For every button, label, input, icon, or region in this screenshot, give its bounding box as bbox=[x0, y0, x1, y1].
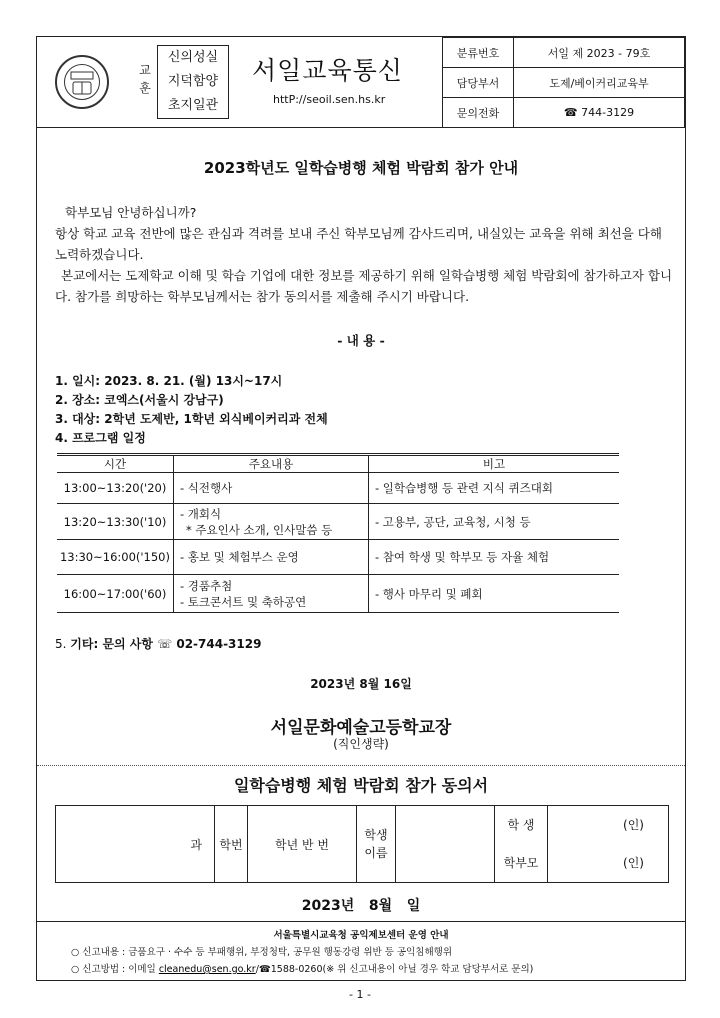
meta-value: 서일 제 2023 - 79호 bbox=[514, 38, 685, 68]
schedule-content bbox=[174, 473, 369, 504]
student-label: 학 생 bbox=[507, 818, 535, 832]
student-no-label: 학번 bbox=[215, 806, 248, 883]
meta-value: 도제/베이커리교육부 bbox=[514, 68, 685, 98]
principal-name: 서일문화예술고등학교장 bbox=[270, 718, 452, 738]
content-line: - 토크콘서트 및 축하공연 bbox=[180, 594, 307, 609]
item-etc-number: 5. bbox=[55, 637, 67, 651]
parent-seal[interactable]: (인) bbox=[623, 856, 644, 870]
schedule-note: - 행사 마무리 및 폐회 bbox=[369, 575, 620, 613]
meta-value: ☎ 744-3129 bbox=[514, 98, 685, 128]
page-number: - 1 - bbox=[349, 988, 371, 1001]
table-row bbox=[57, 540, 619, 575]
item-program: 4. 프로그램 일정 bbox=[55, 431, 146, 445]
document-frame bbox=[36, 36, 686, 981]
footer-report-content: ○ 신고내용 : 금품요구 · 수수 등 부패행위, 부정청탁, 공무원 행동강령 위반 등 공익침해행위 bbox=[71, 947, 453, 958]
meta-label: 담당부서 bbox=[443, 68, 514, 98]
motto-line: 지덕함양 bbox=[167, 74, 219, 89]
table-row bbox=[57, 504, 619, 540]
schedule-time: 13:30~16:00('150) bbox=[57, 540, 174, 575]
schedule-header: 비고 bbox=[369, 455, 620, 473]
seal-note: (직인생략) bbox=[333, 737, 389, 751]
newsletter-title: 서일교육통신 bbox=[252, 56, 403, 85]
consent-form-table bbox=[55, 805, 669, 883]
footer-email-link[interactable]: cleanedu@sen.go.kr bbox=[158, 964, 256, 975]
content-line: - 식전행사 bbox=[180, 481, 233, 495]
school-url: httP://seoil.sen.hs.kr bbox=[273, 93, 386, 106]
schedule-table bbox=[57, 453, 619, 613]
signature-fields[interactable] bbox=[548, 806, 669, 883]
document-title: 2023학년도 일학습병행 체험 박람회 참가 안내 bbox=[203, 159, 519, 177]
footer-method-prefix: ○ 신고방법 : 이메일 bbox=[71, 964, 159, 975]
schedule-time: 16:00~17:00('60) bbox=[57, 575, 174, 613]
schedule-content bbox=[174, 575, 369, 613]
consent-title: 일학습병행 체험 박람회 참가 동의서 bbox=[233, 776, 489, 795]
content-line: - 홍보 및 체험부스 운영 bbox=[180, 550, 299, 564]
signer-labels bbox=[495, 806, 548, 883]
table-row bbox=[57, 473, 619, 504]
student-name-label: 학생 이름 bbox=[357, 806, 396, 883]
schedule-content bbox=[174, 504, 369, 540]
meta-label: 분류번호 bbox=[443, 38, 514, 68]
schedule-content bbox=[174, 540, 369, 575]
schedule-header: 주요내용 bbox=[174, 455, 369, 473]
meta-table bbox=[442, 37, 685, 128]
schedule-time: 13:20~13:30('10) bbox=[57, 504, 174, 540]
content-line: - 개회식 bbox=[180, 506, 222, 521]
motto-box bbox=[157, 45, 229, 119]
item-date: 1. 일시: 2023. 8. 21. (월) 13시~17시 bbox=[55, 374, 283, 388]
student-name-field[interactable] bbox=[396, 806, 495, 883]
consent-date: 2023년 8월 일 bbox=[301, 898, 421, 914]
document-date: 2023년 8월 16일 bbox=[310, 677, 412, 691]
meta-label: 문의전화 bbox=[443, 98, 514, 128]
content-line: * 주요인사 소개, 인사말씀 등 bbox=[186, 522, 333, 537]
student-seal[interactable]: (인) bbox=[623, 818, 644, 832]
schedule-note: - 일학습병행 등 관련 지식 퀴즈대회 bbox=[369, 473, 620, 504]
item-etc bbox=[55, 635, 261, 652]
footer-title: 서울특별시교육청 공익제보센터 운영 안내 bbox=[273, 930, 449, 941]
paragraph-1: 항상 학교 교육 전반에 많은 관심과 격려를 보내 주신 학부모님께 감사드리며, 내실있는 교육을 위해 최선을 다해 노력하겠습니다. bbox=[55, 226, 662, 262]
schedule-note: - 참여 학생 및 학부모 등 자율 체험 bbox=[369, 540, 620, 575]
motto-label: 교훈 bbox=[139, 63, 151, 95]
greeting: 학부모님 안녕하십니까? bbox=[65, 205, 197, 220]
dept-field[interactable]: 과 bbox=[56, 806, 215, 883]
table-row bbox=[57, 575, 619, 613]
schedule-header: 시간 bbox=[57, 455, 174, 473]
parent-label: 학부모 bbox=[503, 856, 539, 870]
footer-method-suffix: /☎1588-0260(※ 위 신고내용이 아닐 경우 학교 담당부서로 문의) bbox=[255, 964, 534, 975]
schedule-time: 13:00~13:20('20) bbox=[57, 473, 174, 504]
content-line: - 경품추첨 bbox=[180, 578, 233, 593]
paragraph-2: 본교에서는 도제학교 이해 및 학습 기업에 대한 정보를 제공하기 위해 일학습병행 체험 박람회에 참가하고자 합니다. 참가를 희망하는 학부모님께서는 참가 동의서를 제출해 주시기 바랍니다. bbox=[55, 268, 673, 304]
motto-line: 초지일관 bbox=[167, 98, 219, 113]
item-place: 2. 장소: 코엑스(서울시 강남구) bbox=[55, 393, 224, 407]
item-target: 3. 대상: 2학년 도제반, 1학년 외식베이커리과 전체 bbox=[55, 412, 328, 426]
item-etc-text: 기타: 문의 사항 ☏ 02-744-3129 bbox=[70, 637, 262, 651]
school-emblem-icon bbox=[55, 55, 109, 109]
motto-line: 신의성실 bbox=[167, 50, 219, 65]
content-heading: - 내 용 - bbox=[337, 333, 385, 348]
schedule-note: - 고용부, 공단, 교육청, 시청 등 bbox=[369, 504, 620, 540]
grade-class-field[interactable]: 학년 반 번 bbox=[248, 806, 357, 883]
footer-report-method bbox=[71, 961, 533, 975]
